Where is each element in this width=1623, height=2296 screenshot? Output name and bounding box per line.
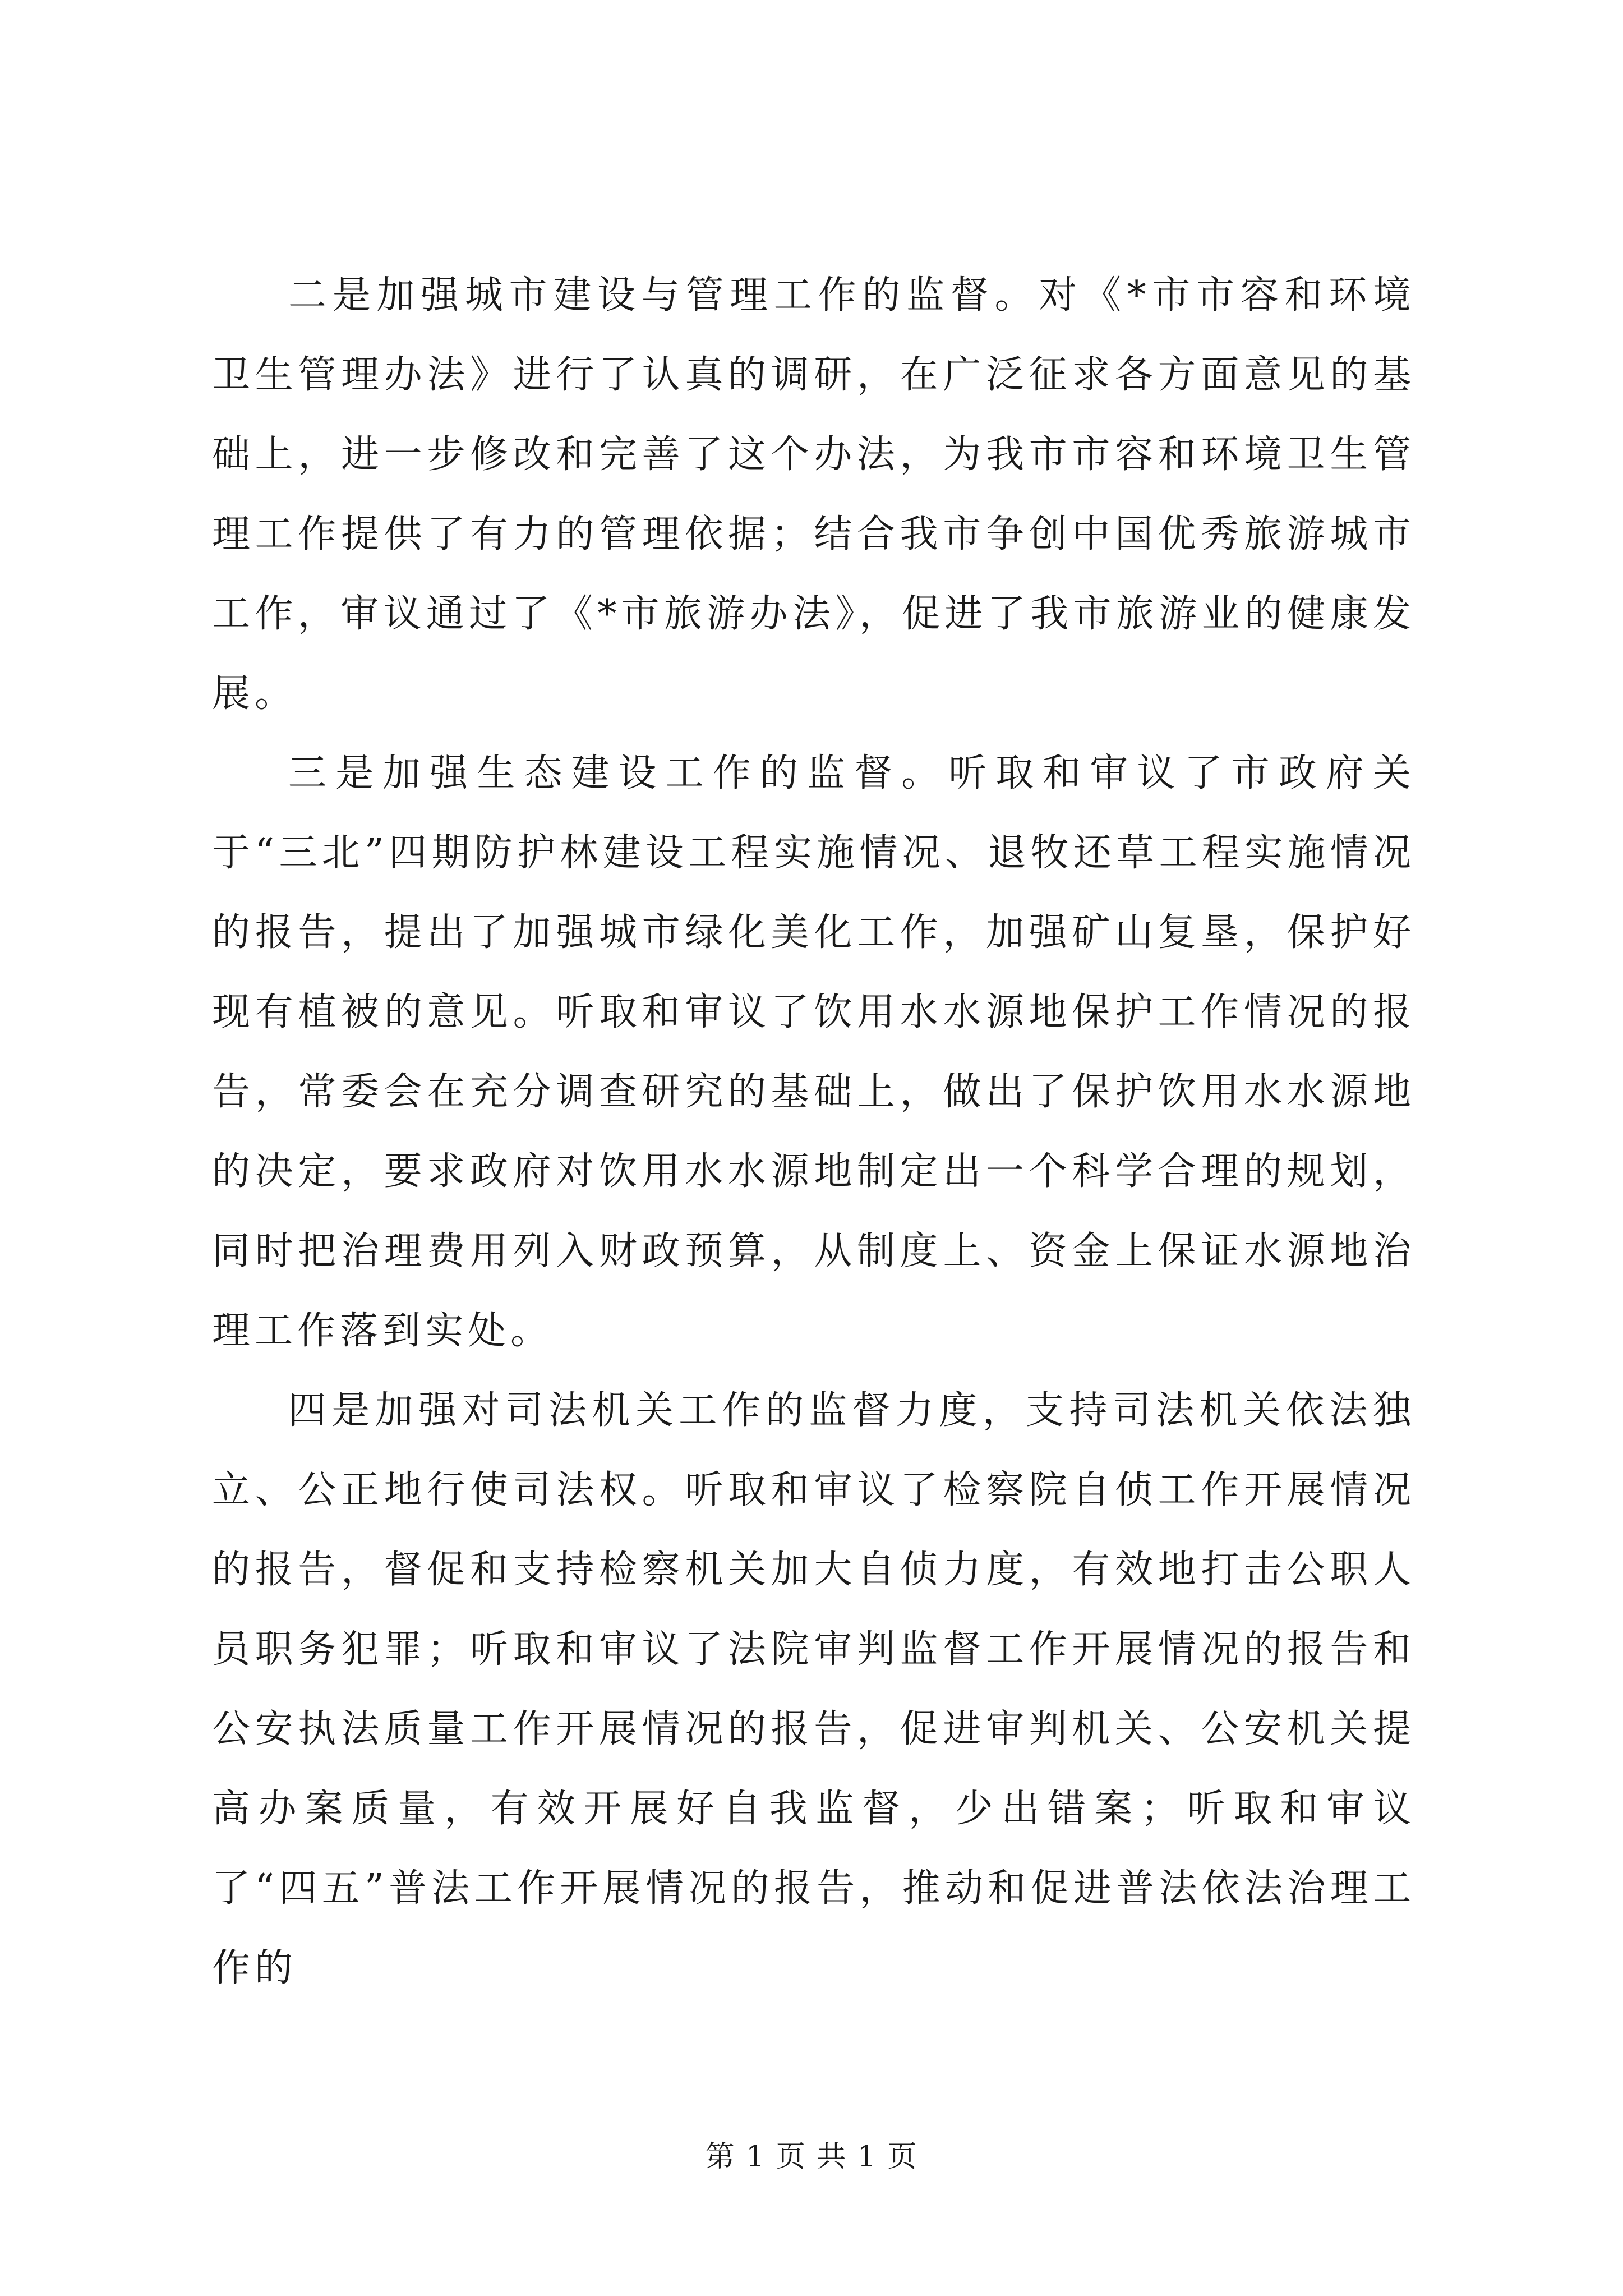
- paragraph-urban-construction: 二是加强城市建设与管理工作的监督。对《*市市容和环境卫生管理办法》进行了认真的调研，在广泛征求各方面意见的基础上，进一步修改和完善了这个办法，为我市市容和环境卫生管理工作提供了有力的管理依据；结合我市争创中国优秀旅游城市工作，审议通过了《*市旅游办法》，促进了我市旅游业的健康发展。: [212, 273, 1415, 716]
- page-number-footer: 第 1 页 共 1 页: [705, 2140, 918, 2174]
- paragraph-judicial-supervision: 四是加强对司法机关工作的监督力度，支持司法机关依法独立、公正地行使司法权。听取和审议了检察院自侦工作开展情况的报告，督促和支持检察机关加大自侦力度，有效地打击公职人员职务犯罪；听取和审议了法院审判监督工作开展情况的报告和公安执法质量工作开展情况的报告，促进审判机关、公安机关提高办案质量，有效开展好自我监督，少出错案；听取和审议了“四五”普法工作开展情况的报告，推动和促进普法依法治理工作的: [212, 1388, 1415, 1990]
- paragraph-ecological-construction: 三是加强生态建设工作的监督。听取和审议了市政府关于“三北”四期防护林建设工程实施情况、退牧还草工程实施情况的报告，提出了加强城市绿化美化工作，加强矿山复垦，保护好现有植被的意见。听取和审议了饮用水水源地保护工作情况的报告，常委会在充分调查研究的基础上，做出了保护饮用水水源地的决定，要求政府对饮用水水源地制定出一个科学合理的规划，同时把治理费用列入财政预算，从制度上、资金上保证水源地治理工作落到实处。: [212, 751, 1415, 1353]
- document-body: [212, 256, 1415, 2008]
